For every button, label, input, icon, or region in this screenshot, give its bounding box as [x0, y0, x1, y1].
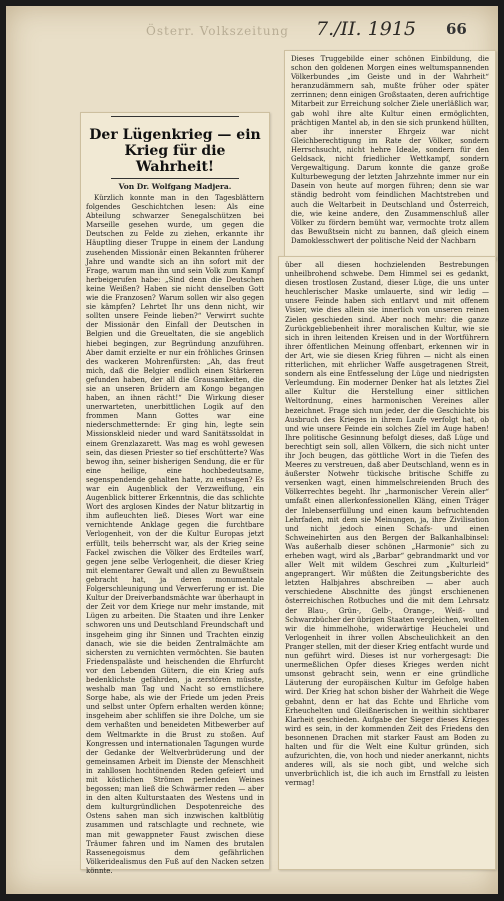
column-2a-text: Dieses Truggebilde einer schönen Einbildung, die schon den goldenen Morgen eines weltumspannenden Völkerbundes „im Geiste und in der Wahrheit“ heranzudämmern sah, mußte früher oder später zerrinnen; denn einigen Großstaaten, deren aufrichtige Mitarbeit zur Erreichung solcher Ziele unerläßlich war, gab wohl ihre alte Kultur einen ermöglichten, prächtigen Mantel ab, in den sie sich prunkend hüllten, aber ihr innerster Ehrgeiz war nicht Gleichberechtigung im Rate der Völker, sondern Herrschsucht, nicht hehre Ideale, sondern für den Geldsack, nicht friedlicher Wettkampf, sondern Vergewaltigung. Darum konnte die ganze große Kulturbewegung der letzten Jahrzehnte immer nur ein Dasein von heute auf morgen führen; denn sie war ständig bedroht vom feindlichen Machtstreben und auch die Weltarbeit in Deutschland und Österreich, die, wie keine andere, den Zusammenschluß aller Völker zu fördern bemüht war, vermochte trotz allem das Bewußtsein nicht zu bannen, daß gleich einem Damoklesschwert der politische Neid der Nachbarn [291, 55, 489, 245]
title-rule-top [111, 116, 239, 117]
article-body-column-1 [86, 194, 264, 876]
article-title: Der Lügenkrieg — ein Krieg für die Wahrheit! [89, 127, 261, 175]
page-number: 66 [446, 20, 467, 38]
handwritten-date: 7./II. 1915 [316, 18, 416, 40]
title-rule-bottom [111, 178, 239, 179]
article-clipping-left [80, 112, 270, 875]
newspaper-name: Österr. Volkszeitung [146, 24, 289, 38]
newspaper-page [6, 6, 498, 894]
column-2b-text: über all diesen hochzielenden Bestrebungen unheilbrohend schwebe. Dem Himmel sei es gedankt, diesen trostlosen Zustand, dieser Lüge, die uns unter heuchlerischer Maske umlauerte, sind wir ledig — unsere Feinde haben sich entlarvt und mit offenem Visier, wie dies allein sie innerlich von unseren reinen Zielen geschieden sind. Aber noch mehr: die ganze Zurückgebliebenheit ihrer moralischen Kultur, wie sie sich in ihren leitenden Kreisen und in der Wortführern ihrer öffentlichen Meinung offenbart, erkennen wir in der Art, wie sie diesen Krieg führen — nicht als einen ritterlichen, mit ehrlicher Waffe ausgetragenen Streit, sondern als eine Entfesselung der Lüge und niedrigsten Verleumdung. Ein moderner Denker hat als letztes Ziel aller Kultur die Herstellung einer sittlichen Weltordnung, eines harmonischen Vereines aller bezeichnet. Frage sich nun jeder, der die Geschichte bis Ausbruch des Krieges in ihrem Laufe verfolgt hat, ob und wie unsere Feinde ein solches Ziel im Auge haben! Ihre politische Gesinnung befolgt dieses, daß Lüge und berechtigt sein soll, allen Völkern, die sich nicht unter ihr Joch beugen, das göttliche Wort in die Tiefen des Meeres zu verstreuen, daß aber Deutschland, wenn es in äußerster Notwehr tückische britische Schiffe zu versenken wagt, einen himmelschreienden Bruch des Völkerrechtes begeht. Ihr „harmonischer Verein aller“ umfaßt einen allerkonfessionellen Kläng, einen Träger der Inlebenserfüllung und einen kaum befruchtenden Lehrfaden, mit dem sie Meinungen, ja, ihre Zivilisation und nicht jedoch einen Schafs- und einen Schweinehirten aus den Bergen der Balkanhalbinsel: Was außerhalb dieser schönen „Harmonie“ sich zu erheben wagt, wird als „Barbar“ gebrandmarkt und vor aller Welt mit wildem Geschrei zum „Kulturleid“ angeprangert. Wir müßten die Zeitungsberichte des letzten Halbjahres abschreiben — aber auch verschiedene Abschnitte des jüngst erschienenen österreichischen Rotbuches und die mit dem Lehrsatz der Blau-, Grün-, Gelb-, Orange-, Weiß- und Schwarzbücher der übrigen Staaten vergleichen, wollten wir die himmelhohe, widerwärtige Heuchelei und Verlogenheit in ihrer vollen Abscheulichkeit an den Pranger stellen, mit der dieser Krieg entfacht wurde und nun geführt wird. Dieses ist nur vorhergesagt: Die unermeßlichen Opfer dieses Krieges werden nicht umsonst gebracht sein, wenn er eine gründliche Läuterung der europäischen Kultur im Gefolge haben wird. Der Krieg hat schon bisher der Wahrheit die Wege gebahnt, denn er hat das Echte und Ehrliche vom Erheuchelten und Gleißnerischen in weithin sichtbarer Klarheit geschieden. Aufgabe der Sieger dieses Krieges wird es sein, in der kommenden Zeit des Friedens den besonnenen Drachen mit starker Faust am Boden zu halten und für die Welt eine Kultur gründen, sich aufzurichten, die, von hoch und nieder anerkannt, nichts anderes will, als sie noch gibt, und welche sich unverbrüchlich ist, die ich auch im Ernstfall zu leisten vermag! [285, 261, 489, 788]
article-clipping-right-bottom [278, 256, 496, 870]
column-1-text: Kürzlich konnte man in den Tagesblättern folgendes Geschichtchen lesen: Als eine Abteilung schwarzer Senegalschützen bei Marseille gesehen wurde, um gegen die Deutschen zu Felde zu ziehen, erkannte ihr Häuptling dieser Truppe in einem der Landung zusehenden Missionär einen Bekannten früherer Jahre und wandte sich an ihn sofort mit der Frage, warum man ihn und sein Volk zum Kampf herbeigerufen habe: „Sind denn die Deutschen keine Weißen? Haben sie nicht denselben Gott wie die Franzosen? Warum sollen wir also gegen sie kämpfen? Lehrtet Ihr uns denn nicht, wir sollten unsere Feinde lieben?“ Verwirrt suchte der Missionär den Einfall der Deutschen in Belgien und die Greueltaten, die sie angeblich hiebei begingen, zur Begründung anzuführen. Aber damit erzielte er nur ein fröhliches Grinsen des wackeren Mohrenfürsten: „Ah, das freut mich, daß die Belgier endlich einen Stärkeren gefunden haben, der all die Grausamkeiten, die sie an unseren Brüdern am Kongo begangen haben, an ihnen rächt!“ Die Wirkung dieser unerwarteten, unerbittlichen Logik auf den frommen Mann Gottes war eine niederschmetternde: Er ging hin, legte sein Missionskleid nieder und ward Sanitätssoldat in einem Grenzlazarett. Was mag es wohl gewesen sein, das diesen Priester so tief erschütterte? Was bewog ihn, seiner bisherigen Sendung, die er für eine heilige, eine hochbedeutsame, segenspendende gehalten hatte, zu entsagen? Es war ein Augenblick der Verzweiflung, ein Augenblick bitterer Erkenntnis, die das schlichte Wort des arglosen Kindes der Natur blitzartig in ihm aufleuchten ließ. Dieses Wort war eine vernichtende Anklage gegen die furchtbare Verlogenheit, von der die Kultur Europas jetzt erfüllt, teils beherrscht war, als der Krieg seine Fackel zwischen die Völker des Erdteiles warf, gegen jene selbe Verlogenheit, die dieser Krieg mit elementarer Gewalt und allen zu Bewußtsein gebracht hat, ja deren monumentale Folgerschleunigung und Verwerferung er ist. Die Kultur der Dreiverbandsmächte war überhaupt in der Zeit vor dem Kriege nur mehr imstande, mit Lügen zu arbeiten. Die Staaten und ihre Lenker schworen uns und Deutschland Freundschaft und insgeheim ging ihr Sinnen und Trachten einzig danach, wie sie die beiden Zentralmächte am sichersten zu vernichten vermöchten. Sie bauten Friedenspaläste und heischenden die Ehrfurcht vor den Lebenden Gütern, die ein Krieg aufs bedenklichste gefährden, ja zerstören müsste, weshalb man Tag und Nacht so ernstlichere Sorge habe, als wie der Friede um jeden Preis und selbst unter Opfern erhalten werden könne; insgeheim aber schliffen sie ihre Dolche, um sie dem verhaßten und beneideten Mitbewerber auf dem Weltmarkte in die Brust zu stoßen. Auf Kongressen und internationalen Tagungen wurde der Gedanke der Weltverbrüderung und der gemeinsamen Arbeit im Dienste der Menschheit in zahllosen hochtönenden Reden gefeiert und mit köstlichen Strömen perlenden Weines begossen; man ließ die Schwärmer reden — aber in den alten Kulturstaaten des Westens und in dem kulturgründlichen Despotenreiche des Ostens sahen man sich inzwischen kaltblütig zusammen und ratschlagte und rechnete, wie man mit gewappneter Faust zwischen diese Träumer fahren und im Namen des brutalen Rassenegoismus dem gefährlichen Völkeridealismus den Fuß auf den Nacken setzen könnte. [86, 194, 264, 875]
article-clipping-right-top [284, 50, 496, 260]
article-byline: Von Dr. Wolfgang Madjera. [118, 182, 232, 191]
page-header [126, 20, 496, 44]
